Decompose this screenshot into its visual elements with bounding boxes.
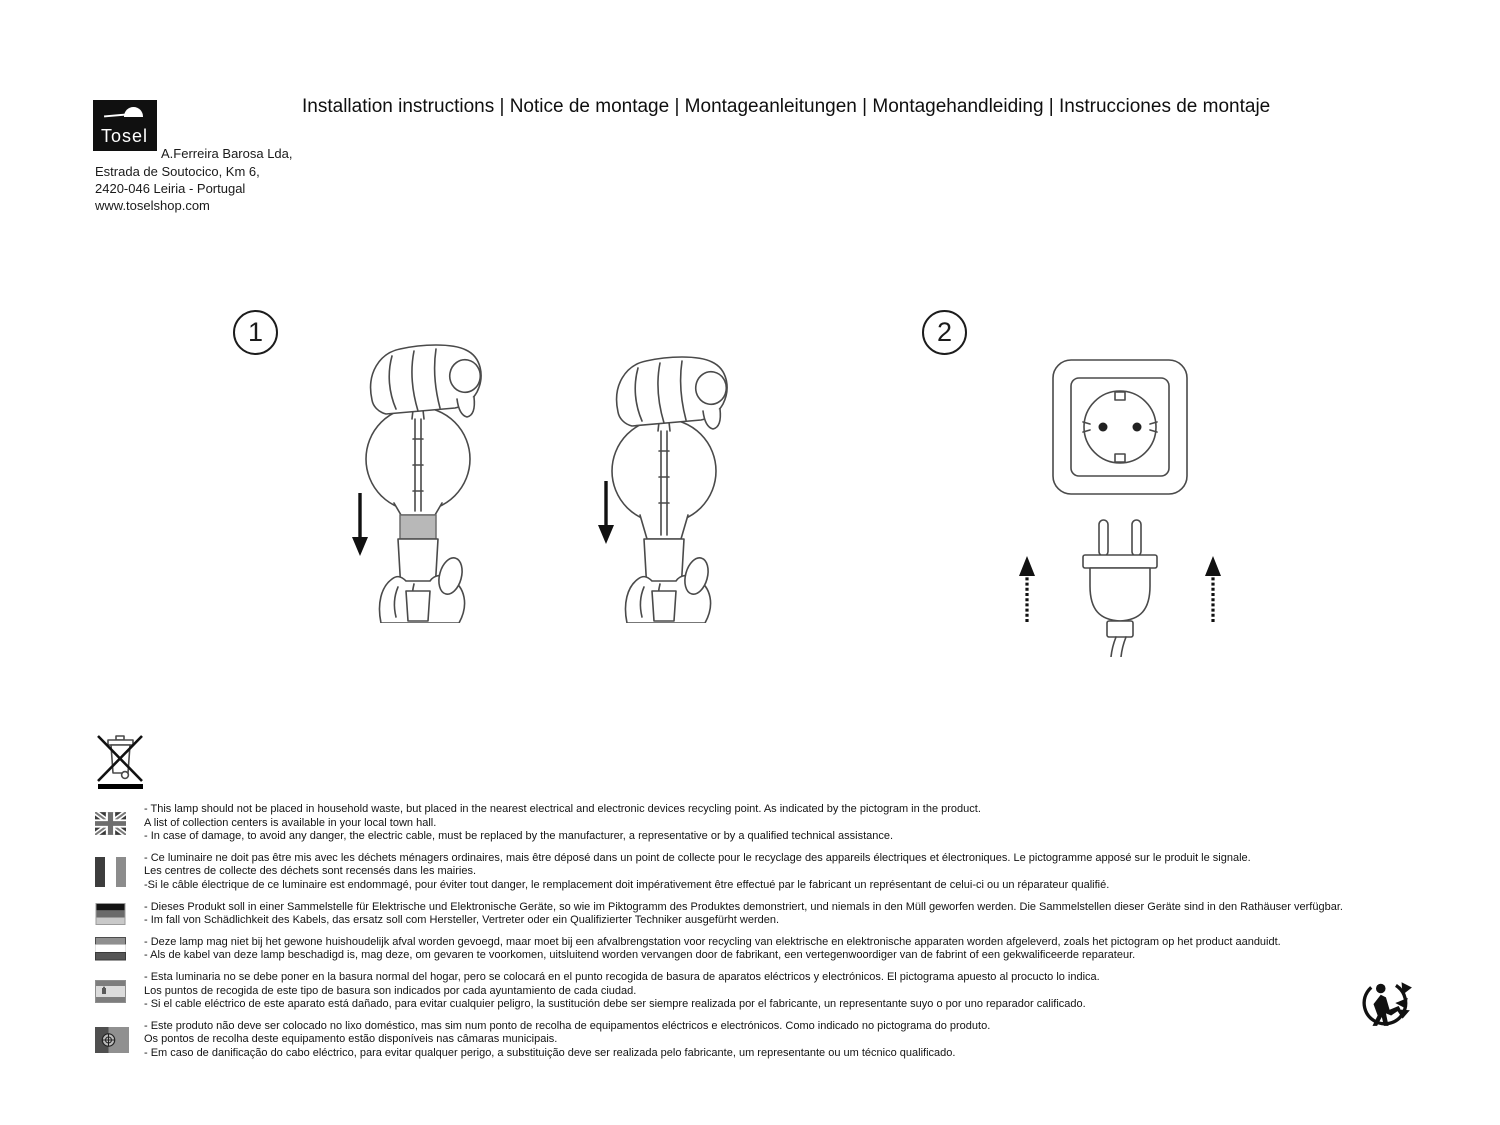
step-2-number: 2: [936, 317, 953, 347]
up-arrow-icon: [1019, 556, 1035, 622]
lang-block-fr: [95, 852, 1415, 893]
germany-flag-icon: [95, 903, 126, 925]
recycling-text-line: - Ce luminaire ne doit pas être mis avec les déchets ménagers ordinaires, mais être déposé dans un point de collecte pour le recyclage des appareils électriques et électroniques. Le pictogramme apposé sur le produit le signale.: [144, 851, 1251, 864]
logo-text: Tosel: [101, 126, 149, 146]
wall-socket-icon: [1053, 360, 1187, 494]
down-arrow-icon: [598, 525, 614, 544]
recycling-text-line: - Si el cable eléctrico de este aparato está dañado, para evitar cualquier peligro, la sustitución debe ser siempre realizada por el fabricante, un representante suyo o por uno reparador calificado.: [144, 998, 1086, 1011]
company-name: A.Ferreira Barosa Lda,: [161, 146, 293, 161]
recycling-text-line: - Esta luminaria no se debe poner en la basura normal del hogar, pero se colocará en el punto recogida de basura de aparatos eléctricos y electrónicos. El pictograma apuesto al procucto lo indica.: [144, 970, 1100, 983]
triman-recycling-icon: [1360, 975, 1414, 1029]
recycling-text-line: - In case of damage, to avoid any danger, the electric cable, must be replaced by the manufacturer, a representative or by a qualified technical assistance.: [144, 830, 894, 843]
step-2-badge: [922, 310, 967, 355]
recycling-text-line: - Dieses Produkt soll in einer Sammelstelle für Elektrische und Elektronische Geräte, so wie im Piktogramm des Produktes demonstriert, und niemals in den Müll geworfen werden. Die Sammelstellen dieser Geräte sind in den Rathäuser verfügbar.: [144, 900, 1343, 913]
recycling-text-line: - Deze lamp mag niet bij het gewone huishoudelijk afval worden gevoegd, maar moet bij een afvalbrengstation voor recycling van elektrische en elektronische apparaten worden afgeleverd, zoals het pictogram op het product aanduidt.: [144, 935, 1281, 948]
recycling-section: [95, 733, 1415, 1069]
insert-bulb-illustration-1: [338, 343, 498, 623]
lang-block-es: [95, 971, 1415, 1012]
recycling-text-line: Les centres de collecte des déchets sont recensés dans les mairies.: [144, 865, 477, 878]
weee-crossed-bin-icon: [95, 733, 145, 789]
website-url: www.toselshop.com: [95, 198, 210, 213]
page-title: Installation instructions | Notice de montage | Montageanleitungen | Montagehandleiding | Instrucciones de montaje: [302, 96, 1271, 117]
plug-into-socket-illustration: [995, 352, 1255, 657]
tosel-logo: [93, 100, 157, 151]
recycling-text-line: -Si le câble électrique de ce luminaire est endommagé, pour éviter tout danger, le remplacement doit impérativement être effectué par le fabricant un représentant de celui-ci ou un réparateur qualifié.: [144, 878, 1110, 891]
portugal-flag-icon: [95, 1027, 129, 1053]
power-plug-icon: [1083, 520, 1157, 657]
recycling-text-line: Os pontos de recolha deste equipamento estão disponíveis nas câmaras municipais.: [144, 1033, 558, 1046]
netherlands-flag-icon: [95, 937, 126, 961]
recycling-text-line: - This lamp should not be placed in household waste, but placed in the nearest electrical and electronic devices recycling point. As indicated by the pictogram in the product.: [144, 803, 981, 815]
recycling-text-line: A list of collection centers is available in your local town hall.: [144, 816, 437, 829]
uk-flag-icon: [95, 812, 126, 835]
recycling-text-line: Los puntos de recogida de este tipo de basura son indicados por cada ayuntamiento de cada ciudad.: [144, 984, 637, 997]
up-arrow-icon: [1205, 556, 1221, 622]
lang-block-en: [95, 803, 1415, 844]
recycling-text-line: - Im fall von Schädlichkeit des Kabels, das ersatz soll com Hersteller, Vertreter oder ein Qualifizierter Techniker ausgefürht werden.: [144, 914, 780, 927]
recycling-text-line: - Als de kabel van deze lamp beschadigd is, mag deze, om gevaren te voorkomen, uitsluitend worden vervangen door de fabrikant, een vertegenwoordiger van de fabrint of een gekwalificeerde reparateur.: [144, 949, 1136, 962]
insert-bulb-illustration-2: [584, 343, 744, 623]
address-line-1: Estrada de Soutocico, Km 6,: [95, 164, 260, 179]
recycling-text-line: - Este produto não deve ser colocado no lixo doméstico, mas sim num ponto de recolha de equipamentos eléctricos e electrónicos. Como indicado no pictograma do produto.: [144, 1019, 991, 1032]
france-flag-icon: [95, 857, 126, 887]
lang-block-pt: [95, 1020, 1415, 1061]
step-1-badge: [233, 310, 278, 355]
lang-block-nl: [95, 936, 1415, 963]
address-line-2: 2420-046 Leiria - Portugal: [95, 181, 246, 196]
lamp-dome-icon: [124, 107, 143, 117]
lang-block-de: [95, 901, 1415, 928]
spain-flag-icon: [95, 980, 126, 1003]
step-1-number: 1: [247, 317, 264, 347]
down-arrow-icon: [352, 537, 368, 556]
recycling-text-line: - Em caso de danificação do cabo eléctrico, para evitar qualquer perigo, a substituição deve ser realizada pelo fabricante, um representante ou um técnico qualificado.: [144, 1046, 956, 1059]
screw-base: [400, 515, 436, 539]
